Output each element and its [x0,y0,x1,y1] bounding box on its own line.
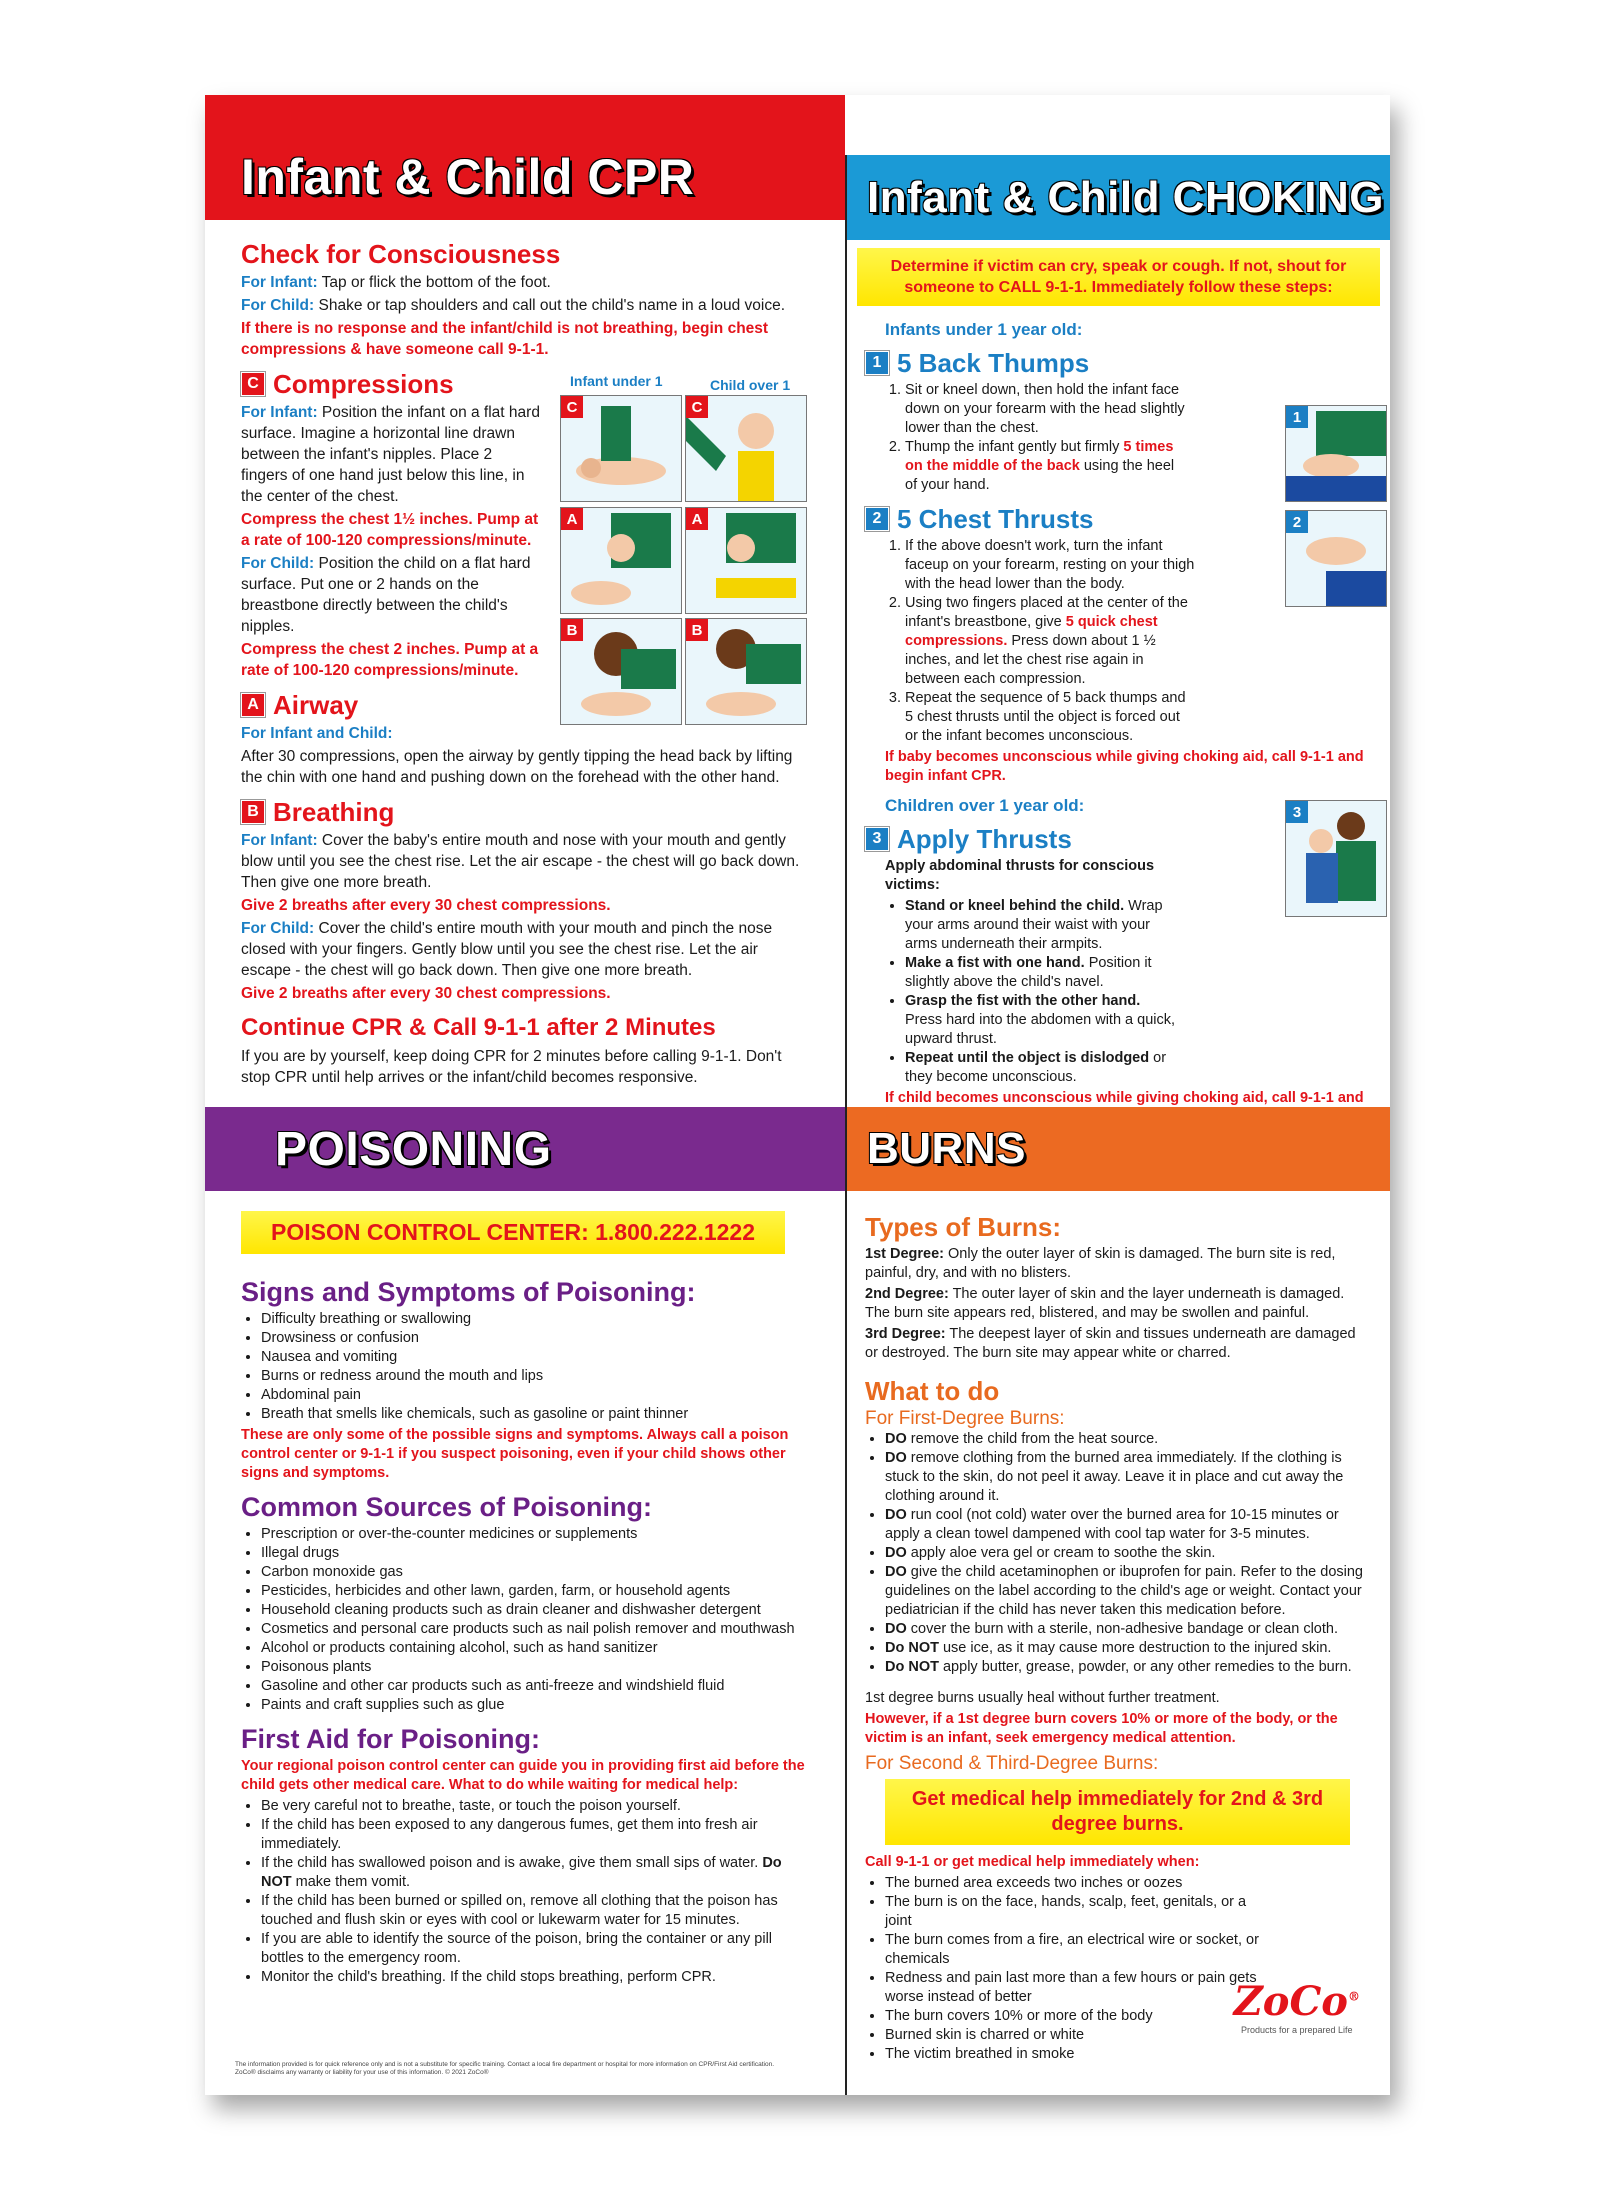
comp-child-label: For Child: [241,555,315,572]
cpr-section [205,95,845,1107]
call-911-heading: Call 9-1-1 or get medical help immediately when: [865,1854,1200,1870]
disclaimer-footnote: The information provided is for quick reference only and is not a substitute for specific training. Contact a local fire department or hospital for more information on CPR/First Aid certification. ZoCo® disclaims any warranty or liability for your use of this information. © 2021 ZoCo® [235,2061,775,2076]
apply-thrusts-badge: 3 [865,827,889,851]
br-child-red: Give 2 breaths after every 30 chest compressions. [241,985,611,1002]
list-item: • Do NOT use ice, as it may cause more destruction to the injured skin. [885,1639,1370,1658]
cpr-header: Infant & Child CPR [205,95,845,220]
br-infant-red: Give 2 breaths after every 30 chest compressions. [241,897,611,914]
medical-help-box: Get medical help immediately for 2nd & 3rd degree burns. [885,1779,1350,1845]
br-child-label: For Child: [241,920,315,937]
reference-poster [205,95,1390,2095]
list-item: • Abdominal pain [261,1386,809,1405]
second-third-degree-title: For Second & Third-Degree Burns: [865,1753,1159,1774]
heal-warning: However, if a 1st degree burn covers 10% or more of the body, or the victim is an infant, seek emergency medical attention. [865,1711,1338,1746]
br-infant-text: Cover the baby's entire mouth and nose with your mouth and gently blow until you see the chest rise. Let the air escape - the chest will go back down. Then give one more breath. [241,832,800,891]
poisoning-header: POISONING [205,1107,845,1191]
first-degree-burns-title: For First-Degree Burns: [865,1408,1065,1429]
first-aid-intro: Your regional poison control center can guide you in providing first aid before the child gets other medical care. What to do while waiting for medical help: [241,1758,805,1793]
list-item: • If the child has been burned or spilled on, remove all clothing that the poison has touched and flush skin or eyes with cool or lukewarm water for 15 minutes. [261,1892,809,1930]
cpr-infant-breathing-illustration: B [560,618,682,725]
airway-badge: A [241,693,265,717]
list-item: • Household cleaning products such as drain cleaner and dishwasher detergent [261,1601,809,1620]
poisoning-section [205,1107,845,2095]
list-item: • DO cover the burn with a sterile, non-adhesive bandage or clean cloth. [885,1620,1370,1639]
chest-thrusts-badge: 2 [865,507,889,531]
airway-label: For Infant and Child: [241,725,393,742]
check-consciousness-title: Check for Consciousness [241,239,561,269]
cpr-child-compression-illustration: C [685,395,807,502]
logo-tagline: Products for a prepared Life [1241,2025,1353,2035]
at-bullet: • Repeat until the object is dislodged or they become unconscious. [905,1049,1175,1087]
list-item: • The burn is on the face, hands, scalp, feet, genitals, or a joint [885,1893,1265,1931]
chest-thrusts-steps [865,537,1195,746]
first-degree-label: 1st Degree: [865,1246,944,1262]
list-item: • Burned skin is charred or white [885,2026,1265,2045]
illus-infant-label: Infant under 1 [570,373,663,389]
first-aid-title: First Aid for Poisoning: [241,1724,540,1754]
infant-choking-warning: If baby becomes unconscious while giving choking aid, call 9-1-1 and begin infant CPR. [885,749,1364,784]
signs-warning: These are only some of the possible signs and symptoms. Always call a poison control center or 9-1-1 if you suspect poisoning, even if your child shows other signs and symptoms. [241,1427,789,1481]
check-warning: If there is no response and the infant/child is not breathing, begin chest compressions & have someone call 9-1-1. [241,320,769,358]
choking-section [847,155,1390,1107]
comp-child-red: Compress the chest 2 inches. Pump at a rate of 100-120 compressions/minute. [241,641,539,679]
list-item: • DO remove clothing from the burned area immediately. If the clothing is stuck to the skin, do not peel it away. Leave it in place and cut away the clothing around it. [885,1449,1370,1506]
chest-thrusts-illustration: 2 [1285,510,1387,607]
child-choking-warning: If child becomes unconscious while giving choking aid, call 9-1-1 and [885,1090,1364,1106]
types-of-burns-title: Types of Burns: [865,1212,1061,1242]
list-item: • Drowsiness or confusion [261,1329,809,1348]
at-bullet: • Make a fist with one hand. Position it slightly above the child's navel. [905,954,1175,992]
poison-control-hotline: POISON CONTROL CENTER: 1.800.222.1222 [241,1211,785,1254]
children-heading: Children over 1 year old: [885,796,1085,815]
third-degree-label: 3rd Degree: [865,1326,946,1342]
list-item: • Difficulty breathing or swallowing [261,1310,809,1329]
sources-title: Common Sources of Poisoning: [241,1492,653,1522]
what-to-do-title: What to do [865,1376,1000,1406]
list-item: • DO apply aloe vera gel or cream to soothe the skin. [885,1544,1370,1563]
chest-thrusts-title: 2 5 Chest Thrusts [865,503,1370,535]
apply-thrusts-title: 3 Apply Thrusts [865,823,1370,855]
signs-title: Signs and Symptoms of Poisoning: [241,1277,696,1307]
airway-text: After 30 compressions, open the airway by gently tipping the head back by lifting the chin with one hand and pushing down on the forehead with the other hand. [241,748,793,786]
back-thumps-badge: 1 [865,351,889,375]
list-item: • Illegal drugs [261,1544,809,1563]
check-infant-text: Tap or flick the bottom of the foot. [317,274,551,291]
list-item: • The victim breathed in smoke [885,2045,1265,2064]
zoco-logo: ZoCo® Products for a prepared Life [1233,1978,1360,2035]
first-degree-todo-list [865,1430,1370,1677]
br-child-text: Cover the child's entire mouth with your mouth and pinch the nose closed with your fingers. Gently blow until you see the chest rise. Let the air escape - the chest will go back down. Then give one more breath. [241,920,773,979]
at-bullet: • Grasp the fist with the other hand. Press hard into the abdomen with a quick, upward thrust. [905,992,1175,1049]
call-911-list [865,1874,1265,2064]
list-item: • Poisonous plants [261,1658,809,1677]
list-item: • Pesticides, herbicides and other lawn, garden, farm, or household agents [261,1582,809,1601]
breathing-title: B Breathing [241,796,809,828]
ct-step-3: 3. Repeat the sequence of 5 back thumps and 5 chest thrusts until the object is forced out or the infant becomes unconscious. [905,689,1195,746]
check-infant-label: For Infant: [241,274,318,291]
list-item: • Carbon monoxide gas [261,1563,809,1582]
burns-section [847,1107,1390,2095]
apply-thrusts-intro: Apply abdominal thrusts for conscious victims: [885,858,1155,893]
check-child-label: For Child: [241,297,315,314]
third-degree-text: The deepest layer of skin and tissues underneath are damaged or destroyed. The burn site may appear white or charred. [865,1326,1356,1361]
bt-step-2: 2. Thump the infant gently but firmly 5 times on the middle of the back using the heel of your hand. [905,438,1185,495]
choking-header: Infant & Child CHOKING [847,155,1390,240]
ct-step-2: 2. Using two fingers placed at the center of the infant's breastbone, give 5 quick chest compressions. Press down about 1 ½ inches, and let the chest rise again in between each compression. [905,594,1195,689]
signs-list [241,1310,809,1424]
list-item: • The burn covers 10% or more of the body [885,2007,1265,2026]
continue-cpr-text: If you are by yourself, keep doing CPR for 2 minutes before calling 9-1-1. Don't stop CPR until help arrives or the infant/child becomes responsive. [241,1048,782,1086]
list-item: • Do NOT apply butter, grease, powder, or any other remedies to the burn. [885,1658,1370,1677]
list-item: • DO remove the child from the heat source. [885,1430,1370,1449]
list-item: • DO give the child acetaminophen or ibuprofen for pain. Refer to the dosing guidelines on the label according to the child's age or weight. Contact your pediatrician if the child has never taken this medication before. [885,1563,1370,1620]
comp-infant-red: Compress the chest 1½ inches. Pump at a rate of 100-120 compressions/minute. [241,511,539,549]
illus-child-label: Child over 1 [710,377,791,393]
back-thumps-steps [865,381,1185,495]
list-item: • Cosmetics and personal care products such as nail polish remover and mouthwash [261,1620,809,1639]
second-degree-text: The outer layer of skin and the layer underneath is damaged. The burn site appears red, blistered, and may be swollen and painful. [865,1286,1345,1321]
airway-title: A Airway [241,689,809,721]
cpr-infant-airway-illustration: A [560,507,682,614]
cpr-child-breathing-illustration: B [685,618,807,725]
list-item: • Gasoline and other car products such as anti-freeze and windshield fluid [261,1677,809,1696]
back-thumps-title: 1 5 Back Thumps [865,347,1370,379]
list-item: • The burned area exceeds two inches or oozes [885,1874,1265,1893]
list-item: • Alcohol or products containing alcohol, such as hand sanitizer [261,1639,809,1658]
sources-list [241,1525,809,1715]
list-item: • Nausea and vomiting [261,1348,809,1367]
compressions-badge: C [241,372,265,396]
first-degree-text: Only the outer layer of skin is damaged. The burn site is red, painful, dry, and with no blisters. [865,1246,1336,1281]
abdominal-thrusts-illustration: 3 [1285,800,1387,917]
list-item: • Prescription or over-the-counter medicines or supplements [261,1525,809,1544]
list-item: • The burn comes from a fire, an electrical wire or socket, or chemicals [885,1931,1265,1969]
list-item: • Monitor the child's breathing. If the child stops breathing, perform CPR. [261,1968,809,1987]
comp-infant-text: Position the infant on a flat hard surface. Imagine a horizontal line drawn between the infant's nipples. Place 2 fingers of one hand just below this line, in the center of the chest. [241,404,540,505]
br-infant-label: For Infant: [241,832,318,849]
list-item: • If you are able to identify the source of the poison, bring the container or any pill bottles to the emergency room. [261,1930,809,1968]
list-item: • If the child has been exposed to any dangerous fumes, get them into fresh air immediately. [261,1816,809,1854]
second-degree-label: 2nd Degree: [865,1286,949,1302]
list-item: • DO run cool (not cold) water over the burned area for 10-15 minutes or apply a clean towel dampened with cool tap water for 3-5 minutes. [885,1506,1370,1544]
first-aid-list [241,1797,809,1987]
choking-intro-box: Determine if victim can cry, speak or cough. If not, shout for someone to CALL 9-1-1. Immediately follow these steps: [857,248,1380,306]
list-item: • If the child has swallowed poison and is awake, give them small sips of water. Do NOT make them vomit. [261,1854,809,1892]
continue-cpr-title: Continue CPR & Call 9-1-1 after 2 Minutes [241,1014,716,1041]
ct-step-1: 1. If the above doesn't work, turn the infant faceup on your forearm, resting on your thigh with the head lower than the body. [905,537,1195,594]
compressions-title: C Compressions [241,368,809,400]
comp-infant-label: For Infant: [241,404,318,421]
bt-step-1: 1. Sit or kneel down, then hold the infant face down on your forearm with the head slightly lower than the chest. [905,381,1185,438]
cpr-infant-compression-illustration: C [560,395,682,502]
burns-header: BURNS [847,1107,1390,1191]
breathing-badge: B [241,800,265,824]
apply-thrusts-list [885,897,1175,1087]
comp-child-text: Position the child on a flat hard surface. Put one or 2 hands on the breastbone directly between the child's nipples. [241,555,531,635]
at-bullet: • Stand or kneel behind the child. Wrap your arms around their waist with your arms underneath their armpits. [905,897,1175,954]
check-child-text: Shake or tap shoulders and call out the child's name in a loud voice. [314,297,786,314]
list-item: • Redness and pain last more than a few hours or pain gets worse instead of better [885,1969,1265,2007]
infants-heading: Infants under 1 year old: [885,320,1083,339]
list-item: • Burns or redness around the mouth and lips [261,1367,809,1386]
heal-note: 1st degree burns usually heal without further treatment. [865,1690,1220,1706]
list-item: • Be very careful not to breathe, taste, or touch the poison yourself. [261,1797,809,1816]
list-item: • Breath that smells like chemicals, such as gasoline or paint thinner [261,1405,809,1424]
back-thumps-illustration: 1 [1285,405,1387,502]
list-item: • Paints and craft supplies such as glue [261,1696,809,1715]
cpr-child-airway-illustration: A [685,507,807,614]
